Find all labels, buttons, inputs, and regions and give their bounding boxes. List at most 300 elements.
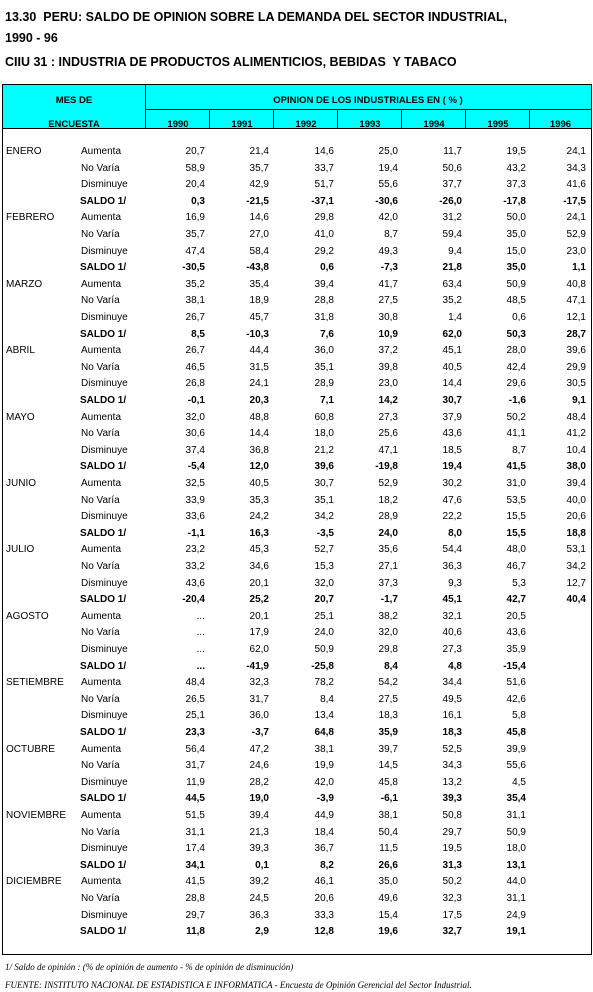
value-cell: 50,9 [506,279,526,290]
value-cell: 25,6 [378,428,398,439]
row-label: Aumenta [81,345,122,356]
row-label: Aumenta [81,544,122,555]
value-cell: 35,1 [314,362,334,373]
month-label: OCTUBRE [6,744,55,755]
saldo-value-cell: -1,7 [380,594,398,605]
value-cell: 16,1 [442,710,462,721]
saldo-value-cell: 40,4 [566,594,586,605]
row-label: Aumenta [81,677,122,688]
saldo-value-cell: 23,3 [185,727,205,738]
month-label: JULIO [6,544,35,555]
value-cell: 27,5 [378,295,398,306]
value-cell: 26,8 [185,378,205,389]
table-header [2,84,592,129]
saldo-value-cell: -10,3 [246,329,269,340]
value-cell: 31,1 [506,893,526,904]
value-cell: 46,7 [506,561,526,572]
value-cell: 33,7 [314,163,334,174]
value-cell: 60,8 [314,412,334,423]
row-label: Aumenta [81,412,122,423]
value-cell: 41,6 [566,179,586,190]
value-cell: 21,4 [249,146,269,157]
saldo-value-cell: 18,8 [566,528,586,539]
value-cell: 29,8 [378,644,398,655]
value-cell: 18,0 [506,843,526,854]
value-cell: 27,5 [378,694,398,705]
saldo-label: SALDO 1/ [80,594,127,605]
saldo-value-cell: -20,4 [182,594,205,605]
saldo-value-cell: 13,1 [506,860,526,871]
saldo-label: SALDO 1/ [80,528,127,539]
value-cell: 51,7 [314,179,334,190]
saldo-value-cell: 8,5 [191,329,205,340]
saldo-value-cell: 39,3 [442,793,462,804]
row-label: Aumenta [81,810,122,821]
row-label: No Varía [81,495,120,506]
value-cell: 45,7 [249,312,269,323]
saldo-value-cell: -41,9 [246,661,269,672]
saldo-label: SALDO 1/ [80,329,127,340]
saldo-value-cell: 1,1 [572,262,586,273]
value-cell: 32,0 [185,412,205,423]
value-cell: 31,1 [185,827,205,838]
saldo-value-cell: 35,9 [378,727,398,738]
saldo-label: SALDO 1/ [80,860,127,871]
value-cell: 15,4 [378,910,398,921]
value-cell: 40,8 [566,279,586,290]
value-cell: 43,6 [442,428,462,439]
value-cell: 32,0 [314,578,334,589]
row-label: No Varía [81,163,120,174]
value-cell: 44,9 [314,810,334,821]
value-cell: 42,6 [506,694,526,705]
row-label: Aumenta [81,478,122,489]
value-cell: 20,1 [249,578,269,589]
row-label: Aumenta [81,212,122,223]
value-cell: 27,3 [378,412,398,423]
value-cell: 42,0 [314,777,334,788]
value-cell: 35,2 [442,295,462,306]
saldo-value-cell: 19,6 [378,926,398,937]
value-cell: 25,1 [314,611,334,622]
value-cell: 24,1 [566,146,586,157]
row-label: Disminuye [81,511,128,522]
value-cell: 49,5 [442,694,462,705]
value-cell: 58,4 [249,246,269,257]
row-label: No Varía [81,627,120,638]
saldo-value-cell: 18,3 [442,727,462,738]
row-label: No Varía [81,694,120,705]
value-cell: 39,6 [566,345,586,356]
value-cell: 35,7 [249,163,269,174]
value-cell: 39,8 [378,362,398,373]
value-cell: 26,5 [185,694,205,705]
value-cell: 29,6 [506,378,526,389]
saldo-value-cell: ... [196,661,205,672]
saldo-label: SALDO 1/ [80,793,127,804]
row-label: Disminuye [81,777,128,788]
value-cell: 37,9 [442,412,462,423]
footnote-saldo: 1/ Saldo de opinión : (% de opinión de aumento - % de opinión de disminución) [5,962,294,972]
value-cell: 21,3 [249,827,269,838]
value-cell: 40,0 [566,495,586,506]
value-cell: 38,1 [314,744,334,755]
value-cell: 45,3 [249,544,269,555]
value-cell: 38,1 [378,810,398,821]
value-cell: 11,9 [186,777,205,788]
value-cell: 59,4 [442,229,462,240]
value-cell: 36,0 [314,345,334,356]
month-label: DICIEMBRE [6,876,62,887]
value-cell: 20,6 [566,511,586,522]
header-year: 1994 [423,119,445,130]
row-label: Disminuye [81,312,128,323]
header-year: 1991 [231,119,253,130]
value-cell: 16,9 [185,212,205,223]
value-cell: 63,4 [442,279,462,290]
value-cell: 10,4 [566,445,586,456]
value-cell: ... [196,644,205,655]
value-cell: 35,1 [314,495,334,506]
value-cell: 12,7 [566,578,586,589]
value-cell: 18,9 [249,295,269,306]
saldo-value-cell: 34,1 [185,860,205,871]
value-cell: 51,5 [185,810,205,821]
value-cell: 30,2 [442,478,462,489]
value-cell: 31,1 [506,810,526,821]
value-cell: 55,6 [506,760,526,771]
value-cell: 37,3 [506,179,526,190]
value-cell: 50,2 [506,412,526,423]
value-cell: 52,7 [314,544,334,555]
saldo-value-cell: -17,5 [563,196,586,207]
saldo-value-cell: 10,9 [378,329,398,340]
value-cell: 32,0 [378,627,398,638]
saldo-value-cell: 8,0 [448,528,462,539]
value-cell: 43,6 [506,627,526,638]
saldo-value-cell: -43,8 [246,262,269,273]
value-cell: 41,5 [185,876,205,887]
value-cell: 51,6 [506,677,526,688]
value-cell: 34,2 [314,511,334,522]
value-cell: 34,2 [566,561,586,572]
value-cell: 54,4 [442,544,462,555]
value-cell: 23,0 [566,246,586,257]
value-cell: 38,1 [185,295,205,306]
value-cell: 31,7 [249,694,269,705]
value-cell: 18,2 [378,495,398,506]
month-label: AGOSTO [6,611,49,622]
saldo-value-cell: -7,3 [380,262,398,273]
saldo-value-cell: 7,1 [320,395,334,406]
saldo-label: SALDO 1/ [80,395,127,406]
saldo-value-cell: 28,7 [566,329,586,340]
value-cell: 42,9 [249,179,269,190]
value-cell: 46,5 [185,362,205,373]
value-cell: 52,9 [378,478,398,489]
saldo-value-cell: 0,3 [191,196,205,207]
value-cell: ... [196,611,205,622]
value-cell: 20,7 [185,146,205,157]
saldo-value-cell: -26,0 [439,196,462,207]
saldo-label: SALDO 1/ [80,262,127,273]
value-cell: 20,4 [185,179,205,190]
saldo-value-cell: -15,4 [503,661,526,672]
month-label: ABRIL [6,345,35,356]
value-cell: 39,4 [566,478,586,489]
header-year: 1993 [359,119,381,130]
saldo-value-cell: 19,1 [506,926,526,937]
value-cell: 4,5 [512,777,526,788]
saldo-label: SALDO 1/ [80,196,127,207]
value-cell: 46,1 [314,876,334,887]
value-cell: 35,9 [506,644,526,655]
saldo-value-cell: -21,5 [246,196,269,207]
value-cell: 28,9 [314,378,334,389]
value-cell: 48,8 [249,412,269,423]
value-cell: 28,9 [378,511,398,522]
value-cell: 24,1 [566,212,586,223]
value-cell: 35,2 [185,279,205,290]
value-cell: 43,2 [506,163,526,174]
value-cell: 29,2 [314,246,334,257]
header-mes-de: MES DE [55,95,93,106]
header-year: 1995 [487,119,509,130]
value-cell: 28,2 [249,777,269,788]
saldo-value-cell: 30,7 [442,395,462,406]
value-cell: 30,7 [314,478,334,489]
value-cell: 35,4 [249,279,269,290]
row-label: No Varía [81,428,120,439]
value-cell: 52,5 [442,744,462,755]
value-cell: 17,5 [442,910,462,921]
value-cell: 50,8 [442,810,462,821]
month-label: NOVIEMBRE [6,810,67,821]
value-cell: 35,0 [378,876,398,887]
value-cell: 42,0 [378,212,398,223]
value-cell: ... [196,627,205,638]
saldo-value-cell: 7,6 [320,329,334,340]
row-label: No Varía [81,893,120,904]
value-cell: 33,6 [185,511,205,522]
header-year: 1996 [549,119,572,130]
value-cell: 18,3 [378,710,398,721]
saldo-value-cell: 62,0 [442,329,462,340]
value-cell: 8,7 [384,229,398,240]
value-cell: 34,4 [442,677,462,688]
month-label: ENERO [6,146,42,157]
value-cell: 55,6 [378,179,398,190]
row-label: No Varía [81,760,120,771]
value-cell: 31,0 [506,478,526,489]
month-label: SETIEMBRE [6,677,64,688]
value-cell: 24,2 [249,511,269,522]
header-group-label: OPINION DE LOS INDUSTRIALES EN ( % ) [273,95,463,106]
value-cell: 37,7 [442,179,462,190]
value-cell: 33,2 [185,561,205,572]
value-cell: 41,0 [314,229,334,240]
value-cell: 24,1 [249,378,269,389]
row-label: Disminuye [81,179,128,190]
saldo-value-cell: 0,6 [320,262,334,273]
value-cell: 39,2 [249,876,269,887]
value-cell: 32,3 [249,677,269,688]
row-label: Aumenta [81,146,122,157]
value-cell: 39,4 [314,279,334,290]
saldo-value-cell: 0,1 [255,860,269,871]
value-cell: 20,6 [314,893,334,904]
value-cell: 24,0 [314,627,334,638]
month-label: JUNIO [6,478,36,489]
value-cell: 26,7 [185,312,205,323]
month-label: MARZO [6,279,43,290]
saldo-value-cell: 64,8 [314,727,334,738]
value-cell: 36,0 [249,710,269,721]
value-cell: 8,7 [512,445,526,456]
row-label: Disminuye [81,578,128,589]
value-cell: 36,3 [442,561,462,572]
row-label: No Varía [81,295,120,306]
saldo-value-cell: 44,5 [185,793,205,804]
saldo-value-cell: 25,2 [249,594,269,605]
value-cell: 13,2 [442,777,462,788]
value-cell: 32,3 [442,893,462,904]
value-cell: 29,7 [442,827,462,838]
saldo-value-cell: 20,7 [314,594,334,605]
value-cell: 33,3 [314,910,334,921]
value-cell: 47,1 [378,445,398,456]
saldo-value-cell: 38,0 [566,461,586,472]
header-year: 1992 [295,119,317,130]
saldo-value-cell: 41,5 [506,461,526,472]
row-label: No Varía [81,362,120,373]
value-cell: 30,8 [378,312,398,323]
value-cell: 13,4 [314,710,334,721]
value-cell: 18,0 [314,428,334,439]
value-cell: 20,1 [249,611,269,622]
value-cell: 29,9 [566,362,586,373]
value-cell: 23,0 [378,378,398,389]
value-cell: 43,6 [185,578,205,589]
value-cell: 56,4 [185,744,205,755]
value-cell: 28,8 [185,893,205,904]
value-cell: 18,5 [442,445,462,456]
saldo-value-cell: 9,1 [572,395,586,406]
value-cell: 36,3 [249,910,269,921]
value-cell: 21,2 [314,445,334,456]
value-cell: 49,3 [378,246,398,257]
saldo-value-cell: 21,8 [442,262,462,273]
value-cell: 28,8 [314,295,334,306]
row-label: No Varía [81,561,120,572]
value-cell: 50,6 [442,163,462,174]
saldo-value-cell: 26,6 [378,860,398,871]
value-cell: 32,1 [442,611,462,622]
table-period: 1990 - 96 [5,31,58,45]
value-cell: 54,2 [378,677,398,688]
saldo-value-cell: -17,8 [503,196,526,207]
value-cell: 35,3 [249,495,269,506]
value-cell: 36,7 [314,843,334,854]
value-cell: 47,1 [566,295,586,306]
value-cell: 19,5 [442,843,462,854]
value-cell: 39,4 [249,810,269,821]
value-cell: 9,3 [448,578,462,589]
header-divider-horizontal [145,109,591,110]
value-cell: 19,4 [378,163,398,174]
value-cell: 15,5 [506,511,526,522]
value-cell: 17,9 [249,627,269,638]
value-cell: 44,0 [506,876,526,887]
value-cell: 30,5 [566,378,586,389]
saldo-value-cell: -3,5 [316,528,334,539]
saldo-value-cell: 11,8 [186,926,205,937]
value-cell: 24,5 [249,893,269,904]
value-cell: 33,9 [185,495,205,506]
saldo-value-cell: 45,8 [506,727,526,738]
value-cell: 15,3 [314,561,334,572]
row-label: No Varía [81,827,120,838]
value-cell: 41,2 [566,428,586,439]
saldo-value-cell: 14,2 [378,395,398,406]
saldo-value-cell: 15,5 [506,528,526,539]
value-cell: 25,1 [185,710,205,721]
value-cell: 48,5 [506,295,526,306]
value-cell: 9,4 [448,246,462,257]
value-cell: 24,6 [249,760,269,771]
saldo-value-cell: 20,3 [249,395,269,406]
table-subtitle: CIIU 31 : INDUSTRIA DE PRODUCTOS ALIMENTICIOS, BEBIDAS Y TABACO [5,55,457,69]
row-label: Aumenta [81,744,122,755]
value-cell: 38,2 [378,611,398,622]
value-cell: 50,0 [506,212,526,223]
value-cell: 8,4 [320,694,334,705]
saldo-value-cell: 19,0 [249,793,269,804]
value-cell: 34,3 [442,760,462,771]
value-cell: 78,2 [314,677,334,688]
value-cell: 5,8 [512,710,526,721]
saldo-value-cell: 50,3 [506,329,526,340]
value-cell: 31,5 [249,362,269,373]
saldo-value-cell: -30,6 [375,196,398,207]
value-cell: 37,2 [378,345,398,356]
row-label: Disminuye [81,910,128,921]
saldo-value-cell: 12,8 [314,926,334,937]
header-encuesta: ENCUESTA [48,119,100,130]
value-cell: 35,0 [506,229,526,240]
value-cell: 34,6 [249,561,269,572]
value-cell: 50,9 [506,827,526,838]
value-cell: 34,3 [566,163,586,174]
value-cell: 45,1 [442,345,462,356]
row-label: No Varía [81,229,120,240]
value-cell: 40,6 [442,627,462,638]
saldo-value-cell: 12,0 [249,461,269,472]
saldo-value-cell: -3,7 [251,727,269,738]
value-cell: 48,4 [185,677,205,688]
row-label: Aumenta [81,611,122,622]
value-cell: 32,5 [185,478,205,489]
value-cell: 1,4 [448,312,462,323]
value-cell: 41,1 [506,428,526,439]
value-cell: 37,4 [185,445,205,456]
value-cell: 47,4 [185,246,205,257]
value-cell: 30,6 [185,428,205,439]
saldo-value-cell: 39,6 [314,461,334,472]
saldo-value-cell: 45,1 [442,594,462,605]
value-cell: 14,6 [249,212,269,223]
value-cell: 29,8 [314,212,334,223]
